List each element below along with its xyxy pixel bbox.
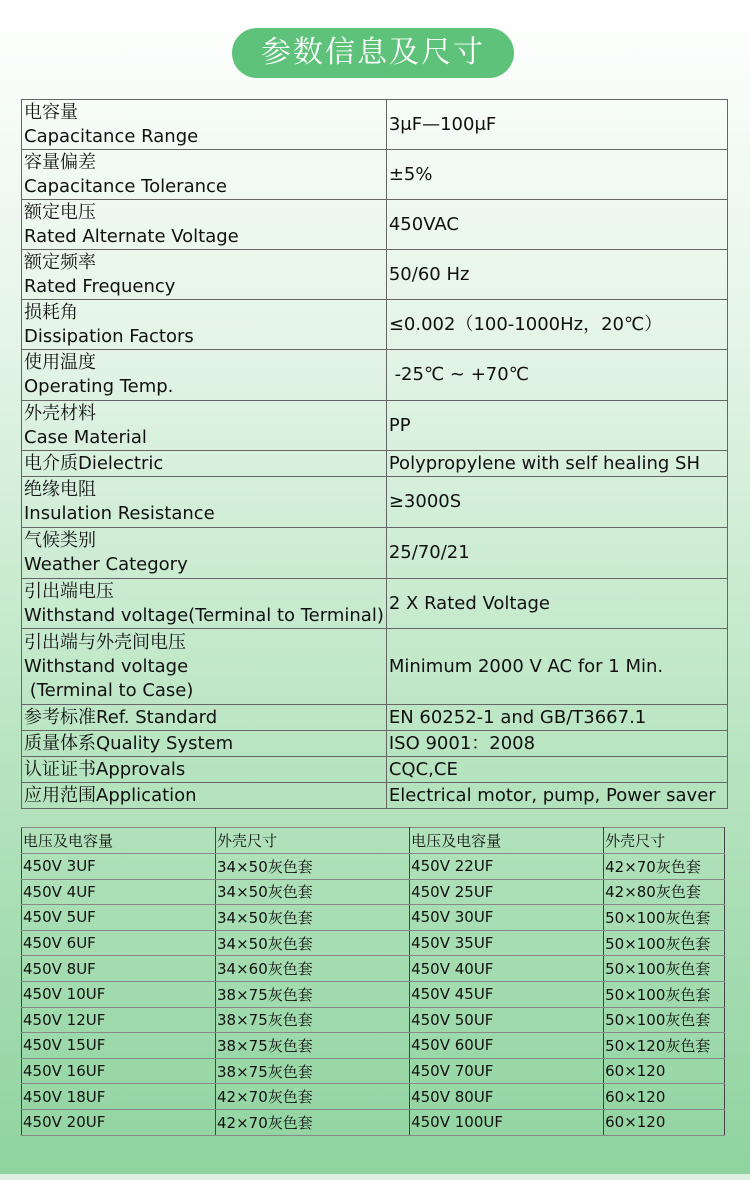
spec-row [22,250,728,300]
row-voltage-capacitance-1: 450V 4UF [22,879,216,905]
row-case-size-1: 34×50灰色套 [216,905,410,931]
spec-row [22,629,728,705]
row-voltage-capacitance-1: 450V 18UF [22,1084,216,1110]
spec-label [22,401,387,451]
spec-value: ISO 9001：2008 [386,731,727,757]
spec-label [22,783,387,809]
row-voltage-capacitance-1: 450V 12UF [22,1007,216,1033]
spec-value: ≤0.002（100-1000Hz，20℃） [386,300,727,350]
spec-value: Polypropylene with self healing SH [386,451,727,477]
spec-label-zh: 认证证书Approvals [24,758,186,780]
spec-row [22,757,728,783]
row-voltage-capacitance-1: 450V 15UF [22,1033,216,1059]
spec-value: Electrical motor, pump, Power saver [386,783,727,809]
spec-label-en: Weather Category [24,554,188,575]
row-voltage-capacitance-2: 450V 45UF [410,981,604,1007]
row-case-size-2: 60×120 [604,1109,725,1135]
spec-label [22,350,387,401]
size-row [22,1007,725,1033]
size-row [22,930,725,956]
row-voltage-capacitance-2: 450V 100UF [410,1109,604,1135]
row-case-size-2: 60×120 [604,1084,725,1110]
spec-row [22,451,728,477]
spec-label [22,150,387,200]
row-case-size-1: 42×70灰色套 [216,1109,410,1135]
spec-label-en-extra: (Terminal to Case) [24,679,194,701]
spec-value: 50/60 Hz [386,250,727,300]
spec-label-zh: 损耗角 [24,301,78,323]
header-voltage-capacitance-2: 电压及电容量 [410,828,604,854]
spec-label-en: Withstand voltage [24,655,189,677]
spec-label-zh: 电介质Dielectric [24,452,164,474]
spec-label-en: Withstand voltage(Terminal to Terminal) [24,604,384,626]
spec-row [22,350,728,401]
spec-label-zh: 电容量 [24,101,78,123]
spec-label [22,250,387,300]
row-voltage-capacitance-2: 450V 40UF [410,956,604,982]
size-row [22,879,725,905]
row-voltage-capacitance-2: 450V 25UF [410,879,604,905]
size-row [22,1109,725,1135]
row-case-size-2: 50×100灰色套 [604,930,725,956]
spec-label-zh: 外壳材料 [24,402,96,424]
row-voltage-capacitance-1: 450V 6UF [22,930,216,956]
size-row [22,981,725,1007]
header-case-size-2: 外壳尺寸 [604,828,725,854]
row-case-size-1: 38×75灰色套 [216,1058,410,1084]
spec-row [22,150,728,200]
row-case-size-2: 42×80灰色套 [604,879,725,905]
spec-label [22,579,387,629]
bottom-strip [0,1174,750,1180]
row-voltage-capacitance-2: 450V 35UF [410,930,604,956]
row-case-size-2: 50×120灰色套 [604,1033,725,1059]
spec-label [22,477,387,528]
header-voltage-capacitance-1: 电压及电容量 [22,828,216,854]
spec-value: ±5% [386,150,727,200]
spec-label-zh: 参考标准Ref. Standard [24,706,218,728]
spec-row [22,783,728,809]
spec-value: ≥3000S [386,477,727,528]
spec-label-zh: 引出端电压 [24,580,114,602]
size-row [22,905,725,931]
row-case-size-1: 38×75灰色套 [216,1007,410,1033]
spec-label-zh: 引出端与外壳间电压 [24,631,186,653]
spec-label-zh: 容量偏差 [24,151,96,173]
row-case-size-1: 34×50灰色套 [216,930,410,956]
spec-row [22,731,728,757]
row-case-size-1: 34×50灰色套 [216,879,410,905]
spec-label [22,731,387,757]
row-voltage-capacitance-2: 450V 80UF [410,1084,604,1110]
spec-label-en: Capacitance Tolerance [24,175,227,197]
spec-label [22,705,387,731]
row-voltage-capacitance-2: 450V 30UF [410,905,604,931]
row-voltage-capacitance-1: 450V 10UF [22,981,216,1007]
spec-row [22,100,728,150]
size-row [22,854,725,880]
row-case-size-1: 42×70灰色套 [216,1084,410,1110]
spec-row [22,477,728,528]
spec-row [22,579,728,629]
spec-row [22,200,728,250]
spec-value: PP [386,401,727,451]
spec-label [22,629,387,705]
size-row [22,1084,725,1110]
row-case-size-1: 38×75灰色套 [216,981,410,1007]
spec-value: 2 X Rated Voltage [386,579,727,629]
spec-row [22,528,728,579]
row-voltage-capacitance-2: 450V 22UF [410,854,604,880]
size-row [22,1058,725,1084]
row-case-size-2: 42×70灰色套 [604,854,725,880]
spec-label [22,300,387,350]
spec-table [21,99,728,809]
spec-row [22,401,728,451]
spec-label-zh: 绝缘电阻 [24,479,96,500]
spec-label-zh: 气候类别 [24,530,96,551]
row-voltage-capacitance-2: 450V 50UF [410,1007,604,1033]
spec-value: 25/70/21 [386,528,727,579]
size-row [22,956,725,982]
spec-label [22,757,387,783]
spec-label-en: Capacitance Range [24,125,199,147]
spec-label-en: Operating Temp. [24,376,174,397]
spec-label-zh: 应用范围Application [24,784,197,806]
row-voltage-capacitance-1: 450V 5UF [22,905,216,931]
row-voltage-capacitance-2: 450V 60UF [410,1033,604,1059]
spec-label-en: Insulation Resistance [24,503,215,524]
spec-value: Minimum 2000 V AC for 1 Min. [386,629,727,705]
size-table [21,827,725,1136]
row-case-size-1: 34×60灰色套 [216,956,410,982]
spec-label-en: Case Material [24,426,147,448]
spec-value: -25℃ ~ +70℃ [386,350,727,401]
row-case-size-2: 50×100灰色套 [604,956,725,982]
spec-label [22,200,387,250]
spec-label-en: Rated Frequency [24,275,176,297]
spec-label [22,100,387,150]
spec-row [22,300,728,350]
spec-label [22,451,387,477]
row-case-size-2: 50×100灰色套 [604,1007,725,1033]
spec-label-zh: 额定电压 [24,201,96,223]
row-voltage-capacitance-1: 450V 20UF [22,1109,216,1135]
spec-label-zh: 额定频率 [24,251,96,273]
page-title: 参数信息及尺寸 [232,28,514,78]
spec-value: 3μF—100μF [386,100,727,150]
row-case-size-2: 50×100灰色套 [604,905,725,931]
spec-label [22,528,387,579]
size-table-header-row [22,828,725,854]
header-case-size-1: 外壳尺寸 [216,828,410,854]
spec-label-en: Dissipation Factors [24,325,194,347]
spec-label-zh: 质量体系Quality System [24,732,234,754]
row-case-size-1: 34×50灰色套 [216,854,410,880]
row-case-size-2: 60×120 [604,1058,725,1084]
spec-label-en: Rated Alternate Voltage [24,225,239,247]
row-voltage-capacitance-1: 450V 3UF [22,854,216,880]
spec-label-zh: 使用温度 [24,352,96,373]
spec-row [22,705,728,731]
size-row [22,1033,725,1059]
row-voltage-capacitance-2: 450V 70UF [410,1058,604,1084]
row-voltage-capacitance-1: 450V 16UF [22,1058,216,1084]
spec-value: CQC,CE [386,757,727,783]
spec-value: 450VAC [386,200,727,250]
row-case-size-1: 38×75灰色套 [216,1033,410,1059]
row-case-size-2: 50×100灰色套 [604,981,725,1007]
spec-value: EN 60252-1 and GB/T3667.1 [386,705,727,731]
row-voltage-capacitance-1: 450V 8UF [22,956,216,982]
